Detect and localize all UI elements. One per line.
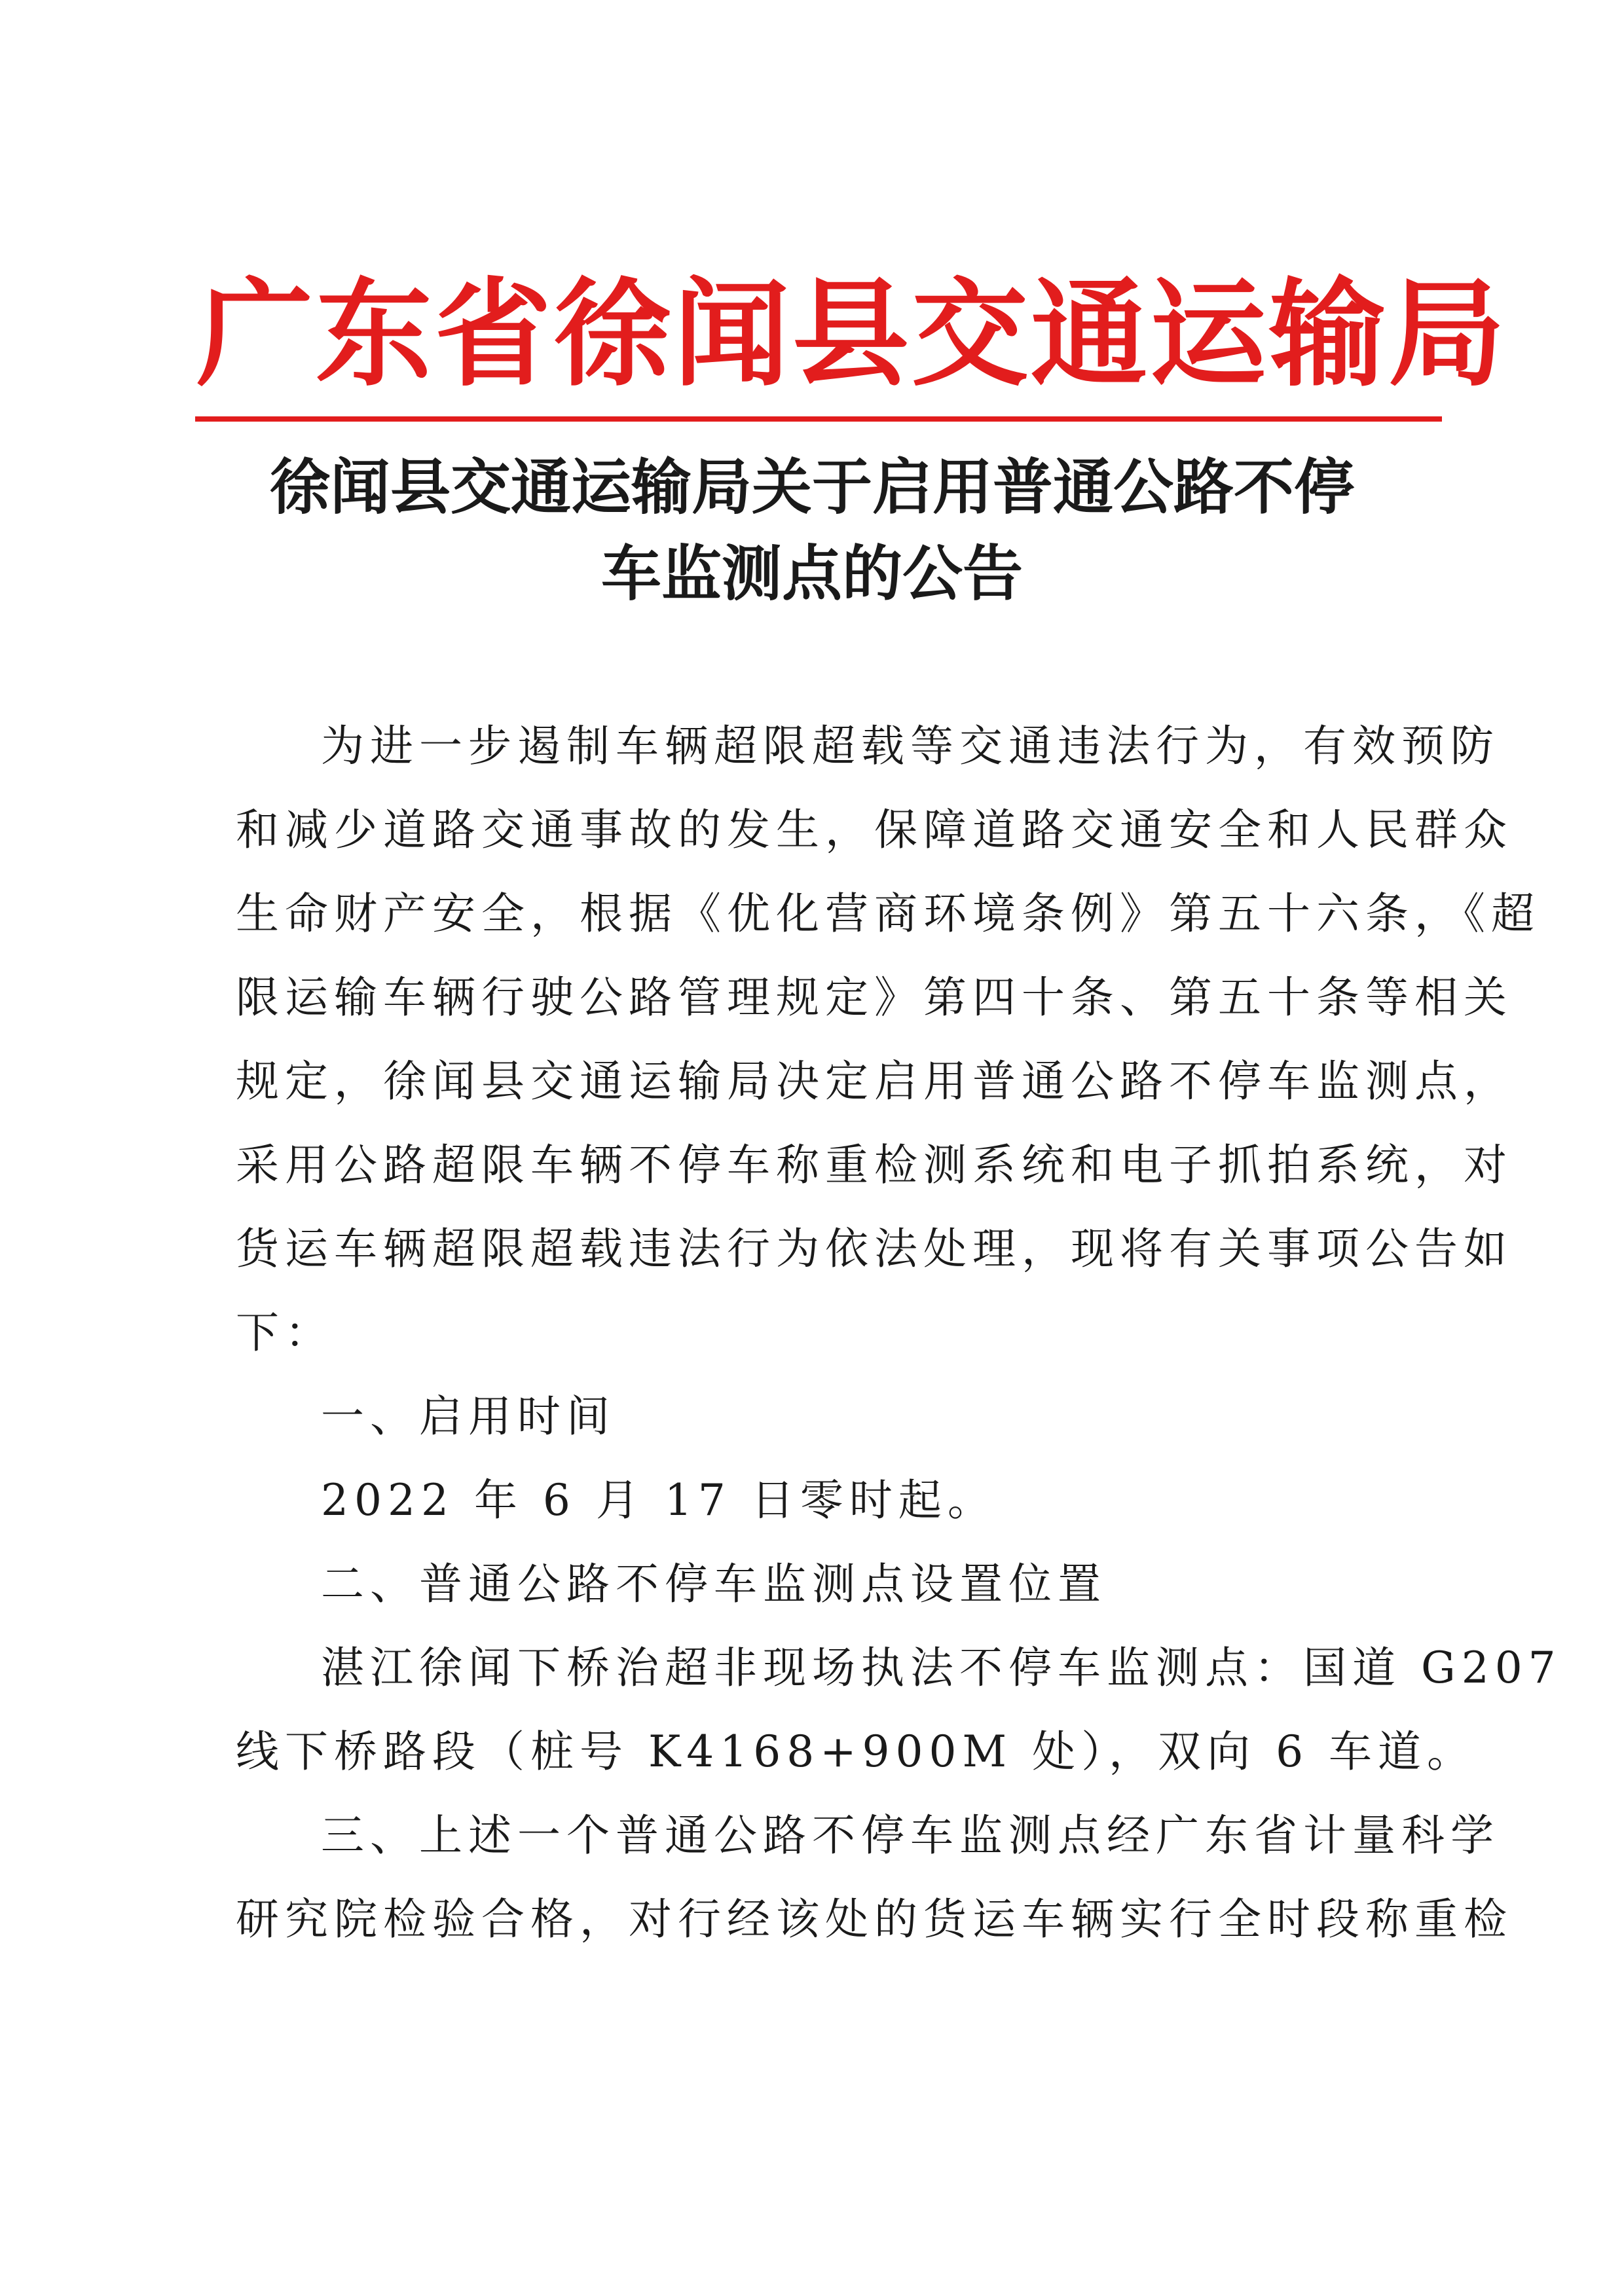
body-line: 湛江徐闻下桥治超非现场执法不停车监测点：国道 G207 xyxy=(321,1643,1562,1693)
red-divider-line xyxy=(195,416,1442,422)
body-line: 生命财产安全，根据《优化营商环境条例》第五十六条，《超 xyxy=(236,888,1540,939)
document-title-line-1: 徐闻县交通运输局关于启用普通公路不停 xyxy=(269,452,1354,522)
body-line: 2022 年 6 月 17 日零时起。 xyxy=(321,1475,997,1525)
body-line: 研究院检验合格，对行经该处的货运车辆实行全时段称重检 xyxy=(236,1894,1513,1944)
agency-letterhead: 广东省徐闻县交通运输局 xyxy=(196,265,1507,402)
body-line: 为进一步遏制车辆超限超载等交通违法行为，有效预防 xyxy=(321,721,1500,771)
body-line: 限运输车辆行驶公路管理规定》第四十条、第五十条等相关 xyxy=(236,972,1513,1023)
document-title-line-2: 车监测点的公告 xyxy=(600,539,1023,609)
section-heading-2: 二、普通公路不停车监测点设置位置 xyxy=(321,1559,1107,1609)
section-heading-1: 一、启用时间 xyxy=(321,1391,616,1442)
body-line: 采用公路超限车辆不停车称重检测系统和电子抓拍系统，对 xyxy=(236,1140,1513,1190)
body-line: 下： xyxy=(236,1307,334,1358)
body-line: 线下桥路段（桩号 K4168+900M 处），双向 6 车道。 xyxy=(236,1726,1477,1777)
body-line: 和减少道路交通事故的发生，保障道路交通安全和人民群众 xyxy=(236,805,1513,855)
body-line: 规定，徐闻县交通运输局决定启用普通公路不停车监测点， xyxy=(236,1056,1513,1106)
body-line: 货运车辆超限超载违法行为依法处理，现将有关事项公告如 xyxy=(236,1224,1513,1274)
section-heading-3: 三、上述一个普通公路不停车监测点经广东省计量科学 xyxy=(321,1810,1500,1861)
